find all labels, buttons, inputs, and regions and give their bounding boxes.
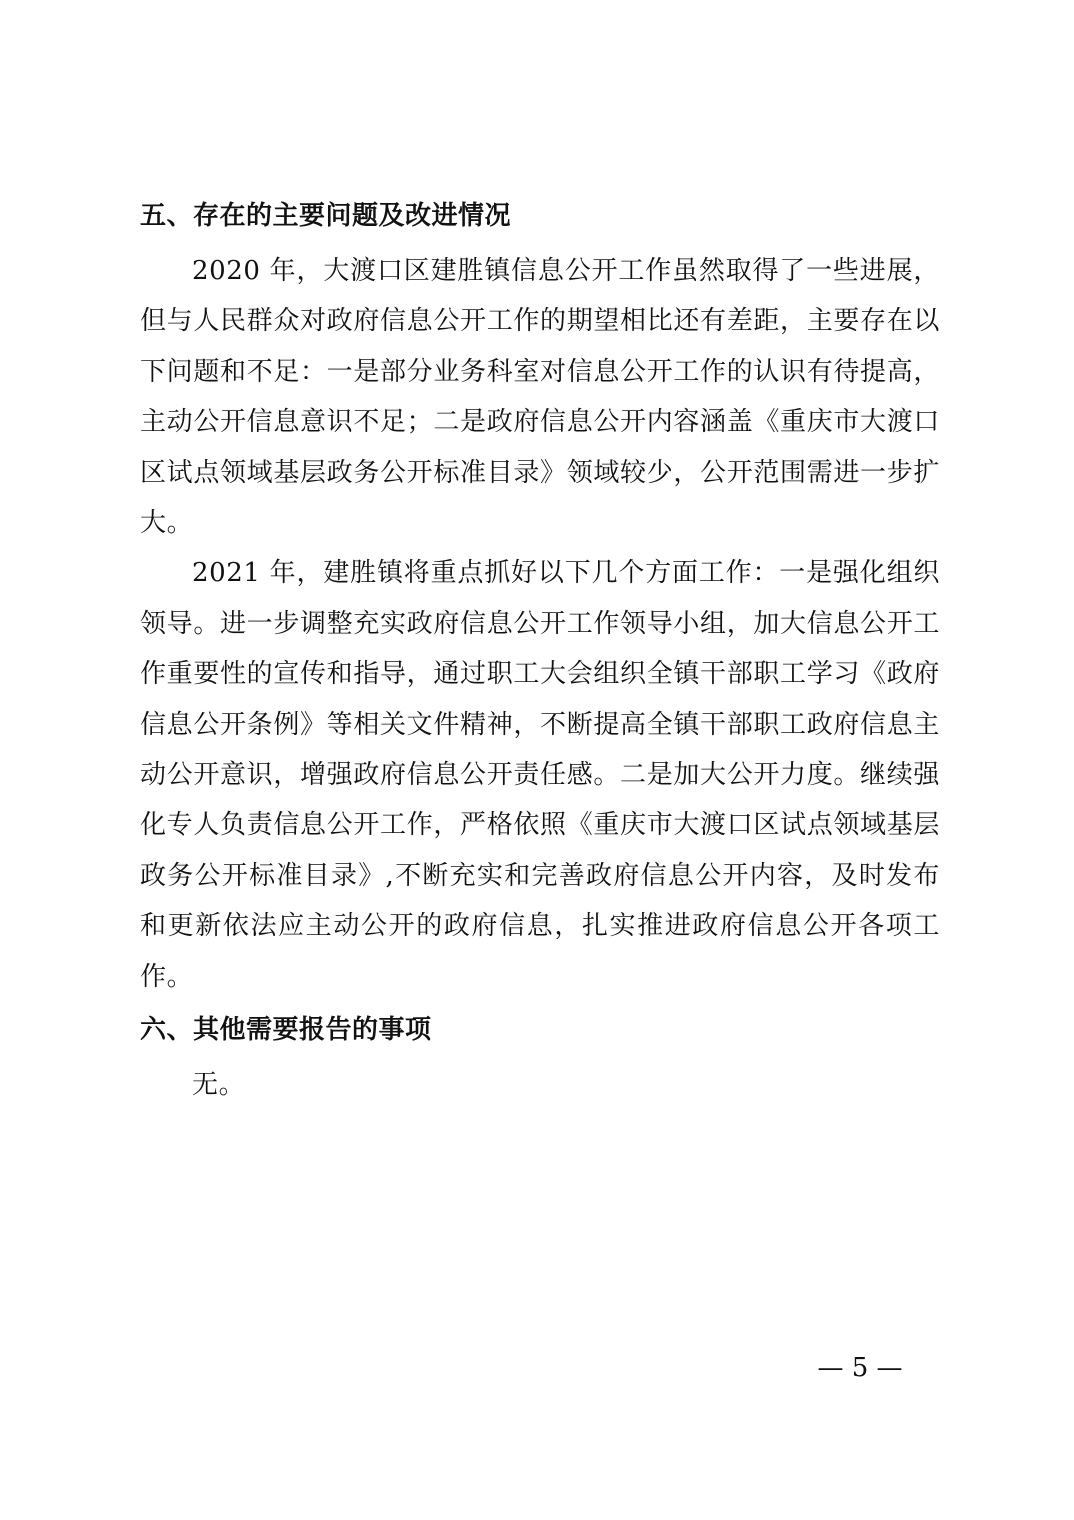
paragraph-plans-2021: 2021 年，建胜镇将重点抓好以下几个方面工作：一是强化组织领导。进一步调整充实政府信息公开工作领导小组，加大信息公开工作重要性的宣传和指导，通过职工大会组织全镇干部职工学习《政府信息公开条例》等相关文件精神，不断提高全镇干部职工政府信息主动公开意识，增强政府信息公开责任感。二是加大公开力度。继续强化专人负责信息公开工作，严格依照《重庆市大渡口区试点领域基层政务公开标准目录》,不断充实和完善政府信息公开内容，及时发布和更新依法应主动公开的政府信息，扎实推进政府信息公开各项工作。: [140, 558, 940, 992]
document-body: [140, 192, 940, 1111]
paragraph-problems-2020: 2020 年，大渡口区建胜镇信息公开工作虽然取得了一些进展，但与人民群众对政府信息公开工作的期望相比还有差距，主要存在以下问题和不足：一是部分业务科室对信息公开工作的认识有待提高，主动公开信息意识不足；二是政府信息公开内容涵盖《重庆市大渡口区试点领域基层政务公开标准目录》领域较少，公开范围需进一步扩大。: [140, 256, 940, 539]
section-heading-problems: 五、存在的主要问题及改进情况: [140, 201, 512, 231]
page-number: — 5 —: [817, 1353, 903, 1383]
section-heading-other-matters: 六、其他需要报告的事项: [140, 1015, 432, 1046]
paragraph-other-matters: 无。: [192, 1070, 246, 1101]
